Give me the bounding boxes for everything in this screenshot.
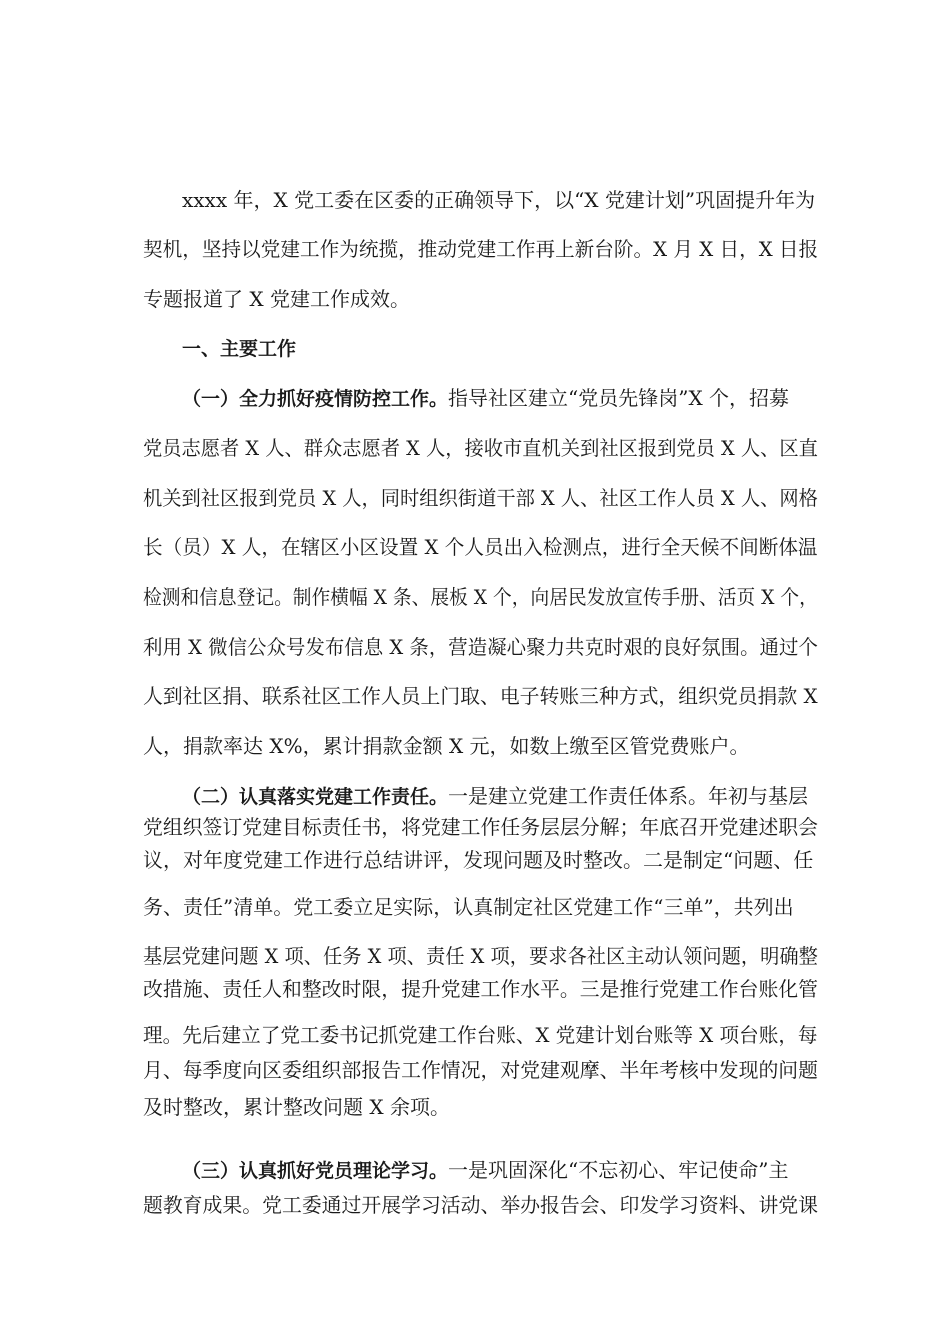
item2-first-line xyxy=(0,781,950,811)
item3-title: （三）认真抓好党员理论学习。 xyxy=(182,1160,449,1182)
item2-line xyxy=(0,892,950,922)
item2-line xyxy=(0,1055,950,1085)
item2-text: 基层党建问题 X 项、任务 X 项、责任 X 项，要求各社区主动认领问题，明确整 xyxy=(143,944,818,968)
intro-text: 专题报道了 X 党建工作成效。 xyxy=(143,287,410,311)
item1-first-line xyxy=(0,383,950,413)
item1-line xyxy=(0,532,950,562)
item1-text: 长（员）X 人，在辖区小区设置 X 个人员出入检测点，进行全天候不间断体温 xyxy=(143,535,818,559)
item1-text: 党员志愿者 X 人、群众志愿者 X 人，接收市直机关到社区报到党员 X 人、区直 xyxy=(143,436,818,460)
item2-line xyxy=(0,845,950,875)
item1-text: 人到社区捐、联系社区工作人员上门取、电子转账三种方式，组织党员捐款 X xyxy=(143,684,818,708)
item1-line xyxy=(0,582,950,612)
item3-line xyxy=(0,1190,950,1220)
item3-first-line xyxy=(0,1155,950,1185)
intro-line xyxy=(0,185,950,215)
item2-text: 务、责任”清单。党工委立足实际，认真制定社区党建工作“三单”，共列出 xyxy=(143,895,794,919)
item1-line xyxy=(0,483,950,513)
item1-line xyxy=(0,731,950,761)
item2-text: 及时整改，累计整改问题 X 余项。 xyxy=(143,1095,450,1119)
item1-text: 利用 X 微信公众号发布信息 X 条，营造凝心聚力共克时艰的良好氛围。通过个 xyxy=(143,635,818,659)
item2-line xyxy=(0,812,950,842)
item1-text: 人，捐款率达 X%，累计捐款金额 X 元，如数上缴至区管党费账户。 xyxy=(143,734,750,758)
section-heading: 一、主要工作 xyxy=(182,338,297,360)
item3-first-text: 一是巩固深化“不忘初心、牢记使命”主 xyxy=(448,1158,789,1182)
intro-text: 契机，坚持以党建工作为统揽，推动党建工作再上新台阶。X 月 X 日，X 日报 xyxy=(143,237,819,261)
item2-text: 理。先后建立了党工委书记抓党建工作台账、X 党建计划台账等 X 项台账，每 xyxy=(143,1023,818,1047)
item2-text: 改措施、责任人和整改时限，提升党建工作水平。三是推行党建工作台账化管 xyxy=(143,977,818,1001)
intro-text: xxxx 年，X 党工委在区委的正确领导下，以“X 党建计划”巩固提升年为 xyxy=(182,188,816,212)
item2-title: （二）认真落实党建工作责任。 xyxy=(182,786,449,808)
item1-text: 检测和信息登记。制作横幅 X 条、展板 X 个，向居民发放宣传手册、活页 X 个， xyxy=(143,585,818,609)
item1-line xyxy=(0,433,950,463)
intro-line xyxy=(0,234,950,264)
item2-line xyxy=(0,941,950,971)
item1-line xyxy=(0,632,950,662)
item2-first-text: 一是建立党建工作责任体系。年初与基层 xyxy=(448,784,809,808)
item2-text: 议，对年度党建工作进行总结讲评，发现问题及时整改。二是制定“问题、任 xyxy=(143,848,814,872)
item1-first-text: 指导社区建立“党员先锋岗”X 个，招募 xyxy=(448,386,790,410)
item1-text: 机关到社区报到党员 X 人，同时组织街道干部 X 人、社区工作人员 X 人、网格 xyxy=(143,486,818,510)
item1-line xyxy=(0,681,950,711)
intro-line xyxy=(0,284,950,314)
item2-text: 月、每季度向区委组织部报告工作情况，对党建观摩、半年考核中发现的问题 xyxy=(143,1058,818,1082)
item3-text: 题教育成果。党工委通过开展学习活动、举办报告会、印发学习资料、讲党课 xyxy=(143,1193,818,1217)
item2-line xyxy=(0,1092,950,1122)
item2-line xyxy=(0,1020,950,1050)
section-heading-line xyxy=(0,334,950,364)
item2-text: 党组织签订党建目标责任书，将党建工作任务层层分解；年底召开党建述职会 xyxy=(143,815,818,839)
item2-line xyxy=(0,974,950,1004)
item1-title: （一）全力抓好疫情防控工作。 xyxy=(182,388,449,410)
